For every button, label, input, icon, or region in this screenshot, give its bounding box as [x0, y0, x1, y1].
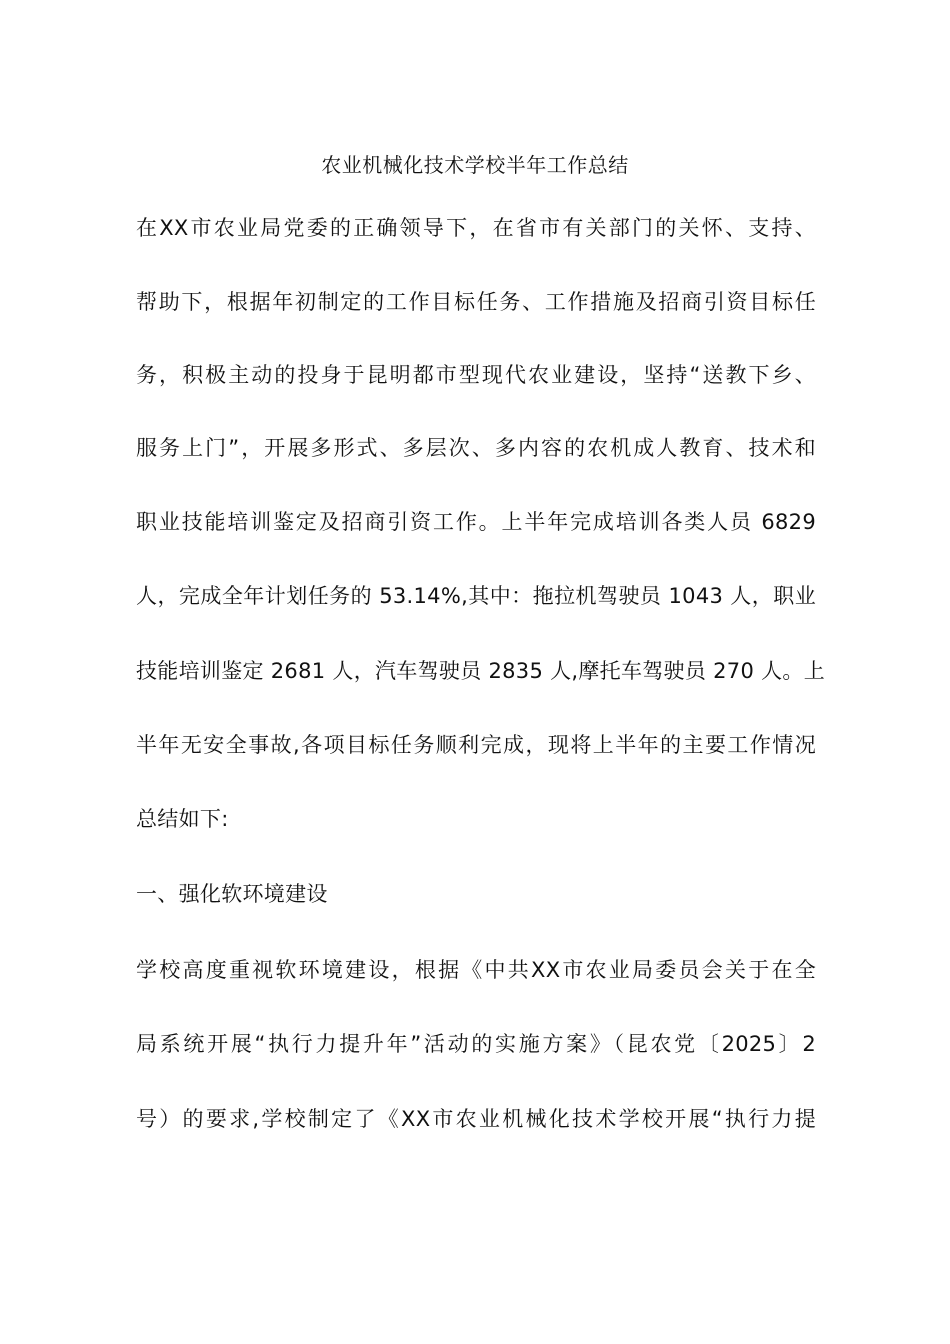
paragraph-line: 职业技能培训鉴定及招商引资工作。上半年完成培训各类人员 6829 — [136, 510, 816, 534]
paragraph-line: 学校高度重视软环境建设，根据《中共XX市农业局委员会关于在全 — [136, 958, 816, 982]
paragraph-line: 技能培训鉴定 2681 人，汽车驾驶员 2835 人,摩托车驾驶员 270 人。上 — [136, 659, 825, 683]
paragraph-line: 半年无安全事故,各项目标任务顺利完成，现将上半年的主要工作情况 — [136, 733, 816, 757]
paragraph-line: 帮助下，根据年初制定的工作目标任务、工作措施及招商引资目标任 — [136, 290, 816, 314]
paragraph-line: 号）的要求,学校制定了《XX市农业机械化技术学校开展“执行力提 — [136, 1107, 816, 1131]
paragraph-line: 人，完成全年计划任务的 53.14%,其中：拖拉机驾驶员 1043 人，职业 — [136, 584, 816, 608]
paragraph-line: 在XX市农业局党委的正确领导下，在省市有关部门的关怀、支持、 — [136, 216, 816, 240]
paragraph-line: 总结如下: — [136, 807, 229, 831]
paragraph-line: 局系统开展“执行力提升年”活动的实施方案》（昆农党〔2025〕2 — [136, 1032, 816, 1056]
section-heading: 一、强化软环境建设 — [136, 882, 328, 906]
paragraph-line: 服务上门”，开展多形式、多层次、多内容的农机成人教育、技术和 — [136, 436, 816, 460]
document-title: 农业机械化技术学校半年工作总结 — [321, 153, 629, 177]
paragraph-line: 务，积极主动的投身于昆明都市型现代农业建设，坚持“送教下乡、 — [136, 363, 816, 387]
